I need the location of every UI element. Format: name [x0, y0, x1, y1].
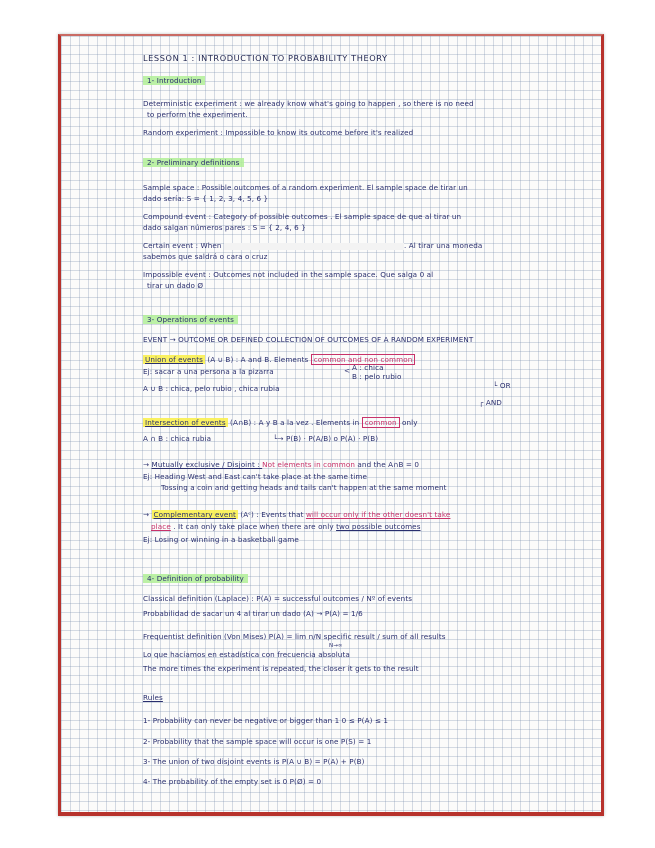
intersection-example: A ∩ B : chica rubia: [143, 434, 212, 443]
intersection-line: [143, 418, 418, 427]
union-set-b: B : pelo rubio: [352, 372, 402, 381]
complementary-example: Ej: Losing or winning in a basketball game: [143, 535, 299, 544]
and-label: ┌ AND: [479, 398, 502, 407]
section-probability: [143, 574, 248, 583]
union-set-a: A : chica: [352, 363, 384, 372]
intersection-boxed: common: [362, 417, 400, 428]
rule-1: 1- Probability can never be negative or bigger than 1 0 ≤ P(A) ≤ 1: [143, 716, 389, 725]
compound-event-line-1: Compound event : Category of possible outcomes . El sample space de que al tirar un: [143, 212, 462, 221]
union-heading: Union of events: [145, 355, 203, 364]
redacted-region: [224, 243, 404, 250]
page-title: LESSON 1 : INTRODUCTION TO PROBABILITY THEORY: [143, 53, 388, 63]
frequentist-definition: Frequentist definition (Von Mises) P(A) = lim n/N specific result / sum of all results: [143, 632, 446, 641]
rules-heading: Rules: [143, 693, 163, 702]
or-text: OR: [499, 381, 511, 390]
mutually-exclusive-pink: Not elements in common: [262, 460, 356, 469]
rule-3: 3- The union of two disjoint events is P(A ∪ B) = P(A) + P(B): [143, 757, 365, 766]
frequentist-limit: N→∞: [329, 643, 343, 649]
complementary-rest: . It can only take place when there are only: [170, 522, 337, 531]
impossible-event-line-2: tirar un dado Ø: [147, 281, 204, 290]
event-definition: EVENT → OUTCOME OR DEFINED COLLECTION OF OUTCOMES OF A RANDOM EXPERIMENT: [143, 335, 474, 344]
compound-event-line-2: dado salgan números pares : S = { 2, 4, 6 }: [143, 223, 306, 232]
section-introduction: [143, 76, 205, 85]
certain-event-line-1: [143, 241, 482, 250]
impossible-event-line-1: Impossible event : Outcomes not included in the sample space. Que salga 0 al: [143, 270, 434, 279]
intersection-probability-text: P(B) · P(A/B) o P(A) · P(B): [285, 434, 379, 443]
complementary-heading: Complementary event: [153, 510, 236, 519]
complementary-pink: will occur only if the other doesn't take: [305, 510, 451, 519]
complementary-mid: (Aᶜ) : Events that: [237, 510, 306, 519]
mutually-exclusive-heading: Mutually exclusive / Disjoint :: [151, 460, 263, 469]
mutually-exclusive-example-2: Tossing a coin and getting heads and tails can't happen at the same moment: [161, 483, 447, 492]
rule-4: 4- The probability of the empty set is 0 P(Ø) = 0: [143, 777, 322, 786]
certain-event-line-2: sabemos que saldrá o cara o cruz: [143, 252, 268, 261]
section-preliminary: [143, 158, 244, 167]
frequentist-note-1: Lo que hacíamos en estadística con frecuencia absoluta: [143, 650, 350, 659]
section-operations: [143, 315, 238, 324]
complementary-line-2: [151, 522, 421, 531]
union-example: Ej: sacar a una persona a la pizarra: [143, 367, 274, 376]
classical-example: Probabilidad de sacar un 4 al tirar un dado (A) → P(A) = 1/6: [143, 609, 363, 618]
mutually-exclusive-example-1: Ej: Heading West and East can't take place at the same time: [143, 472, 368, 481]
sample-space-line-1: Sample space : Possible outcomes of a random experiment. El sample space de tirar un: [143, 183, 468, 192]
intersection-text: (A∩B) : A y B a la vez . Elements in: [227, 418, 362, 427]
section-probability-heading: 4- Definition of probability: [143, 574, 248, 583]
intersection-heading: Intersection of events: [145, 418, 226, 427]
union-text: (A ∪ B) : A and B. Elements: [204, 355, 311, 364]
rule-2: 2- Probability that the sample space will occur is one P(S) = 1: [143, 737, 372, 746]
complementary-underlined: two possible outcomes: [336, 522, 421, 531]
classical-definition: Classical definition (Laplace) : P(A) = successful outcomes / Nº of events: [143, 594, 413, 603]
union-bracket: <: [344, 366, 351, 375]
section-operations-heading: 3- Operations of events: [143, 315, 238, 324]
sample-space-line-2: dado sería: S = { 1, 2, 3, 4, 5, 6 }: [143, 194, 269, 203]
certain-event-tail: . Al tirar una moneda: [403, 241, 483, 250]
union-result: A ∪ B : chica, pelo rubio , chica rubia: [143, 384, 280, 393]
deterministic-experiment-line-1: Deterministic experiment : we already know what's going to happen , so there is no need: [143, 99, 474, 108]
section-introduction-heading: 1- Introduction: [143, 76, 205, 85]
and-text: AND: [485, 398, 502, 407]
frequentist-note-2: The more times the experiment is repeated, the closer it gets to the result: [143, 664, 419, 673]
deterministic-experiment-line-2: to perform the experiment.: [147, 110, 248, 119]
or-label: └ OR: [493, 381, 511, 390]
union-boxed: common and non common: [311, 354, 416, 365]
complementary-pink-2: place: [151, 522, 171, 531]
notebook-page: [58, 34, 604, 816]
intersection-probability: └→ P(B) · P(A/B) o P(A) · P(B): [273, 434, 379, 443]
section-preliminary-heading: 2- Preliminary definitions: [143, 158, 244, 167]
certain-event-label: Certain event : When: [143, 241, 222, 250]
intersection-only: only: [399, 418, 418, 427]
random-experiment-line: Random experiment : Impossible to know its outcome before it's realized: [143, 128, 414, 137]
mutually-exclusive-rest: and the A∩B = 0: [355, 460, 420, 469]
mutually-exclusive-line: → Mutually exclusive / Disjoint : Not elements in common and the A∩B = 0: [143, 460, 420, 469]
complementary-line-1: → Complementary event (Aᶜ) : Events that will occur only if the other doesn't take: [143, 510, 451, 519]
